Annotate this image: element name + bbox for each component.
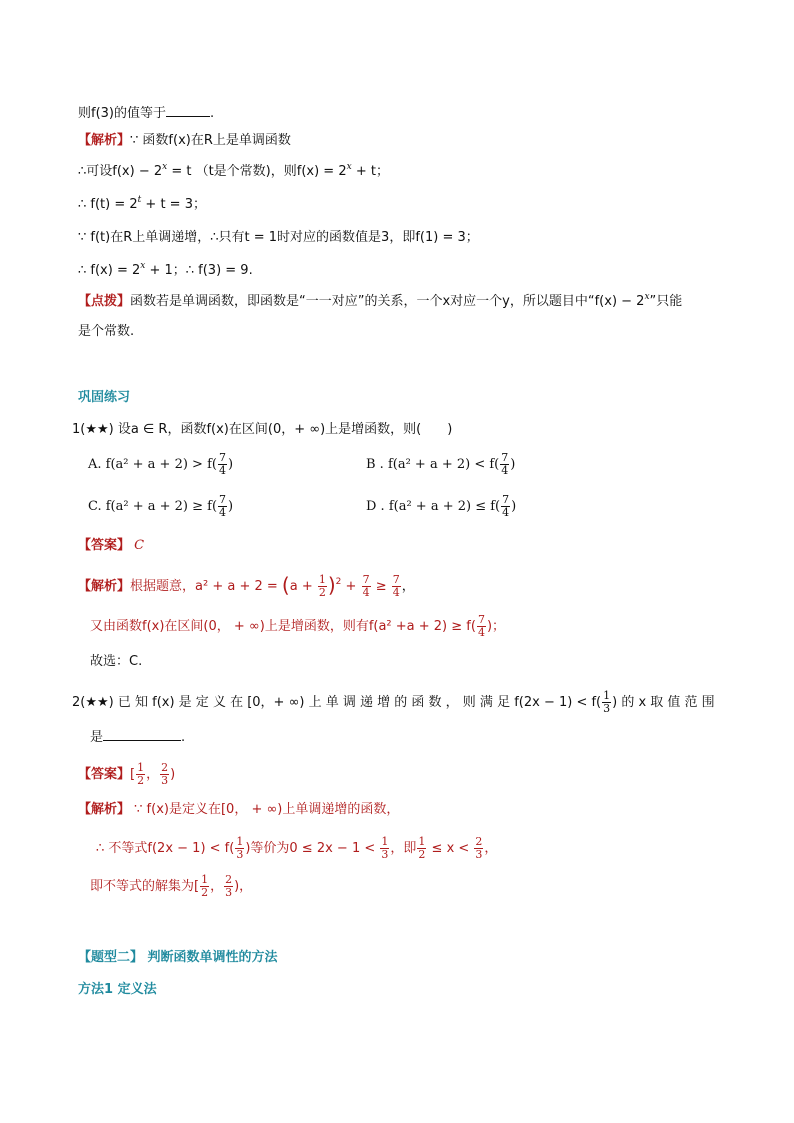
intro-line: 则f(3)的值等于 . (78, 102, 214, 124)
jiexi-label: 【解析】 (78, 579, 131, 594)
exp-x: x (162, 162, 168, 172)
close-paren: ) (511, 499, 517, 514)
frac-num: 7 (501, 451, 509, 464)
frac-num: 7 (362, 573, 370, 586)
q2-jx3-a: 即不等式的解集为[ (90, 879, 200, 894)
frac-num: 1 (603, 689, 611, 702)
section-title: 巩固练习 (78, 390, 131, 405)
exp-x-2: x (346, 162, 352, 172)
close-paren: ) (510, 457, 516, 472)
option-b-text: B . f(a² + a + 2) < f( (366, 457, 500, 472)
dianbo-text-b: ”只能 (649, 294, 683, 309)
fraction (136, 762, 145, 787)
ex0-line2 (78, 162, 389, 182)
fraction (501, 494, 510, 519)
frac-num: 2 (161, 761, 169, 774)
frac-num: 7 (477, 613, 485, 626)
frac-den: 2 (418, 848, 426, 861)
jiexi-label: 【解析】 (78, 133, 131, 148)
q1-option-a (88, 452, 233, 477)
q2-stem-a: 已 知 f(x) 是 定 义 在 [0，+ ∞) 上 单 调 递 增 的 函 数 ， 则 满 足 f(2x − 1) < f( (113, 695, 602, 710)
ex0-line1: ∵ 函数f(x)在R上是单调函数 (130, 133, 291, 148)
fraction (160, 762, 169, 787)
answer-value (130, 761, 176, 787)
q2-jx2-e: ， (484, 841, 498, 856)
q2-jx2-a: ∴ 不等式f(2x − 1) < f( (96, 841, 235, 856)
frac-den: 3 (236, 848, 244, 861)
ex0-line5 (78, 261, 253, 281)
method1-title: 方法1 定义法 (78, 982, 157, 997)
answer-value: C (134, 538, 145, 553)
fraction (474, 836, 483, 861)
frac-den: 2 (201, 886, 209, 899)
fraction (417, 836, 426, 861)
fraction (362, 574, 371, 599)
frac-num: 7 (502, 493, 510, 506)
jiexi-label: 【解析】 (78, 802, 131, 817)
ex0-line4-text: ∵ f(t)在R上单调递增，∴只有t = 1时对应的函数值是3，即f(1) = 3； (78, 230, 479, 245)
frac-num: 1 (318, 573, 326, 586)
fraction (218, 494, 227, 519)
frac-den: 3 (381, 848, 389, 861)
option-d-text: D . f(a² + a + 2) ≤ f( (366, 499, 501, 514)
q1-line2-a: 又由函数f(x)在区间(0， + ∞)上是增函数，则有f(a² +a + 2) ≥ f( (90, 619, 476, 634)
ex0-line4 (78, 228, 479, 248)
q1-line2-b: )； (486, 619, 506, 634)
frac-den: 4 (392, 586, 400, 599)
q2-jx2-d: ≤ x < (427, 841, 474, 856)
option-a-text: A. f(a² + a + 2) > f( (88, 457, 217, 472)
fraction (602, 690, 611, 715)
q1-jiexi-line2 (90, 614, 505, 639)
fraction (380, 836, 389, 861)
answer-label: 【答案】 (78, 538, 131, 553)
exp-x-3: x (140, 261, 146, 271)
answer-blank (166, 102, 210, 117)
frac-num: 7 (219, 493, 227, 506)
dianbo-text-a: 函数若是单调函数，即函数是“一一对应”的关系，一个x对应一个y，所以题目中“f(x) − 2 (130, 294, 645, 309)
q2-jx3-c: )， (234, 879, 253, 894)
ex0-line5-b: + 1；∴ f(3) = 9. (145, 263, 253, 278)
q1-stem-text: 设a ∈ R，函数f(x)在区间(0，+ ∞)上是增函数，则( ) (113, 422, 453, 437)
paren-left: ( (281, 573, 290, 597)
q2-number: 2(★★) (72, 695, 114, 710)
frac-num: 1 (236, 835, 244, 848)
q2-jx2-b: )等价为0 ≤ 2x − 1 < (245, 841, 380, 856)
ex0-line2-c: + t； (351, 164, 389, 179)
frac-den: 4 (362, 586, 370, 599)
fraction (392, 574, 401, 599)
ans-sep: ， (146, 767, 160, 782)
fraction (235, 836, 244, 861)
q1-jiexi-line1 (78, 574, 415, 599)
frac-den: 3 (225, 886, 233, 899)
ex0-line2-b: = t （t是个常数)，则f(x) = 2 (167, 164, 347, 179)
q1-answer (78, 536, 144, 556)
jx-b: a + (289, 579, 317, 594)
fraction (477, 614, 486, 639)
q2-jiexi-line3 (90, 874, 252, 899)
close-paren: ) (228, 499, 234, 514)
ex0-line3 (78, 195, 206, 215)
jx-a: 根据题意，a² + a + 2 = (130, 579, 282, 594)
frac-den: 2 (137, 774, 145, 787)
frac-num: 1 (418, 835, 426, 848)
q2-jiexi-text1: ∵ f(x)是定义在[0， + ∞)上单调递增的函数， (134, 802, 400, 817)
ans-bracket-right: ) (170, 767, 176, 782)
frac-den: 3 (603, 702, 611, 715)
close-paren: ) (227, 457, 234, 472)
q1-option-d (366, 494, 516, 519)
ex0-line5-a: ∴ f(x) = 2 (78, 263, 141, 278)
frac-num: 1 (201, 873, 209, 886)
answer-blank (103, 726, 181, 741)
answer-label: 【答案】 (78, 767, 131, 782)
q2-jiexi-line2 (96, 836, 497, 861)
frac-num: 7 (218, 451, 226, 464)
q1-jiexi-math: 根据题意，a² + a + 2 = (a + $\frac{1}{2}$ )$^2$ + $\frac{7}{4}$ ≥ $\frac{7}{4}$ (130, 573, 400, 599)
q2-stem-b: ) 的 x 取 值 范 围 (612, 695, 715, 710)
q1-stem (72, 420, 452, 440)
q1-number: 1(★★) (72, 422, 114, 437)
frac-num: 1 (381, 835, 389, 848)
intro-text: 则f(3)的值等于 (78, 106, 166, 121)
ans-bracket-left: [ (130, 767, 136, 782)
jx-e: ， (401, 579, 415, 594)
ex0-dianbo-line2 (78, 322, 134, 342)
ex0-line2-a: ∴可设f(x) − 2 (78, 164, 163, 179)
frac-den: 4 (477, 626, 485, 639)
frac-den: 4 (502, 506, 510, 519)
q1-option-b (366, 452, 515, 477)
fraction (224, 874, 233, 899)
q2-stem-line2: 是 . (90, 726, 185, 748)
frac-den: 3 (475, 848, 483, 861)
q2-jx2-c: ，即 (390, 841, 417, 856)
ex0-line3-b: + t = 3； (141, 197, 206, 212)
q2-jx3-b: ， (210, 879, 224, 894)
q2-stem (72, 690, 715, 715)
q2-jiexi-line1 (78, 800, 399, 820)
frac-num: 7 (392, 573, 400, 586)
ex0-line3-a: ∴ f(t) = 2 (78, 197, 138, 212)
dianbo-label: 【点拨】 (78, 294, 131, 309)
ex0-jiexi-line (78, 131, 291, 151)
q1-jiexi-line3 (90, 652, 142, 672)
fraction (200, 874, 209, 899)
fraction (218, 452, 227, 477)
type2-title: 【题型二】 判断函数单调性的方法 (78, 950, 278, 965)
frac-den: 3 (161, 774, 169, 787)
q1-option-c (88, 494, 233, 519)
frac-den: 4 (501, 464, 509, 477)
jx-d: ≥ (371, 579, 391, 594)
exp-t: t (137, 195, 142, 205)
frac-num: 2 (475, 835, 483, 848)
option-c-text: C. f(a² + a + 2) ≥ f( (88, 499, 218, 514)
jx-c: + (341, 579, 361, 594)
dianbo-text-c: 是个常数. (78, 324, 135, 339)
frac-num: 2 (225, 873, 233, 886)
q2-answer (78, 762, 175, 787)
q2-stem-c: 是 (90, 730, 104, 745)
frac-num: 1 (137, 761, 145, 774)
fraction (500, 452, 509, 477)
frac-den: 4 (218, 464, 226, 477)
q1-line3-text: 故选：C. (90, 654, 143, 669)
paren-right: ) (327, 573, 336, 597)
ex0-dianbo-line (78, 292, 682, 312)
frac-den: 4 (219, 506, 227, 519)
exp-x-4: x (644, 292, 650, 302)
fraction-half (318, 574, 327, 599)
frac-den: 2 (318, 586, 326, 599)
